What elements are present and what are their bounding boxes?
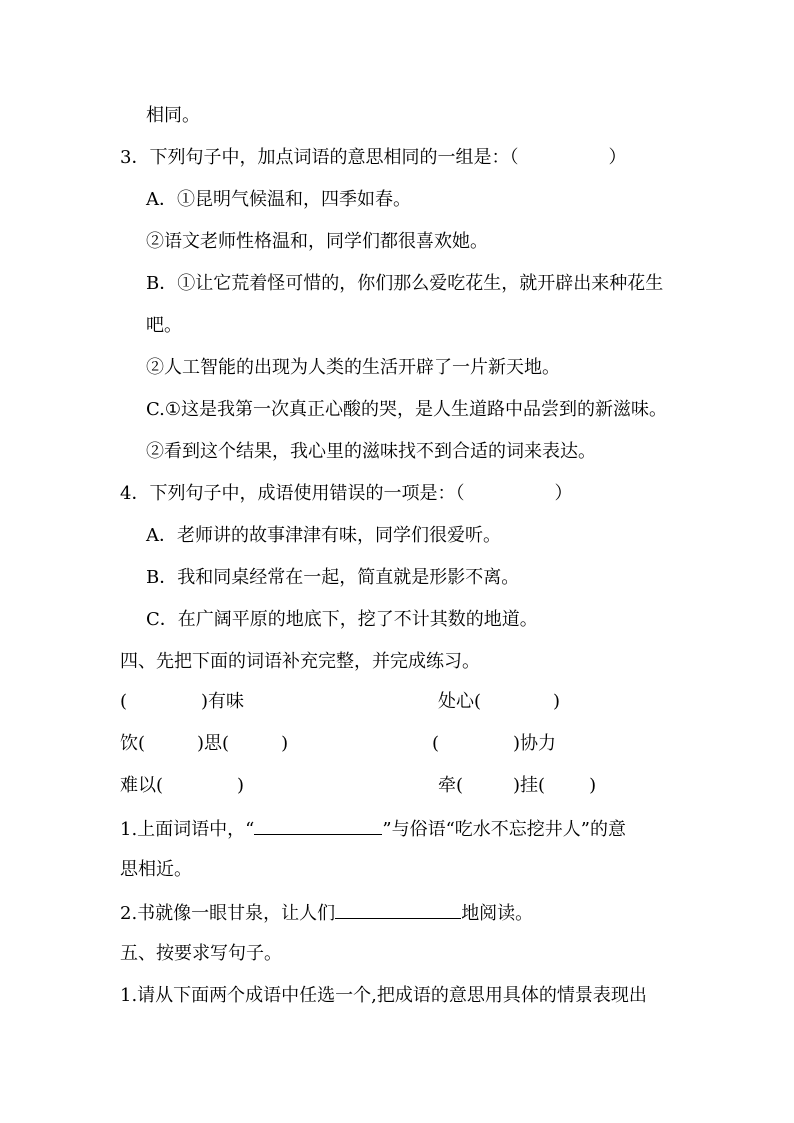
question-3-option-c-2: ②看到这个结果，我心里的滋味找不到合适的词来表达。 <box>146 441 596 462</box>
idiom-5 <box>120 774 244 798</box>
idiom-3 <box>120 732 288 756</box>
section-4-title: 四、先把下面的词语补充完整，并完成练习。 <box>120 651 480 672</box>
question-3-option-a-2: ②语文老师性格温和，同学们都很喜欢她。 <box>146 231 488 252</box>
idiom-5-pre: 难以( <box>120 775 164 796</box>
exercise-1-post: ”与俗语“吃水不忘挖井人”的意 <box>382 819 626 840</box>
idiom-6 <box>438 774 596 798</box>
exercise-2-post: 地阅读。 <box>461 903 534 924</box>
idiom-4-open: ( <box>432 733 440 754</box>
idiom-6-pre: 牵( <box>438 775 464 796</box>
question-4-option-a: A．老师讲的故事津津有味，同学们很爱听。 <box>146 525 501 546</box>
question-3-option-b-2: ②人工智能的出现为人类的生活开辟了一片新天地。 <box>146 357 560 378</box>
idiom-3-pre: 饮( <box>120 733 146 754</box>
section-5-title: 五、按要求写句子。 <box>120 943 282 964</box>
section-5-question-1: 1.请从下面两个成语中任选一个,把成语的意思用具体的情景表现出 <box>120 985 647 1006</box>
exercise-1-cont: 思相近。 <box>120 859 192 880</box>
idiom-6-close: ) <box>589 775 597 796</box>
text-line-continuation: 相同。 <box>146 105 200 126</box>
question-4: 4．下列句子中，成语使用错误的一项是：（ ） <box>120 483 573 504</box>
idiom-5-close: ) <box>237 775 245 796</box>
question-3: 3．下列句子中，加点词语的意思相同的一组是：（ ） <box>120 147 627 168</box>
exercise-1 <box>120 816 626 842</box>
idiom-1-close: )有味 <box>201 691 245 712</box>
question-3-option-c-1: C.①这是我第一次真正心酸的哭，是人生道路中品尝到的新滋味。 <box>146 399 667 420</box>
idiom-2-close: ) <box>553 691 561 712</box>
question-3-option-a-1: A．①昆明气候温和，四季如春。 <box>146 189 411 210</box>
question-4-option-b: B．我和同桌经常在一起，简直就是形影不离。 <box>146 567 520 588</box>
exercise-1-answer-blank[interactable] <box>254 816 382 835</box>
idiom-2-pre: 处心( <box>438 691 482 712</box>
exercise-2 <box>120 900 533 926</box>
idiom-1 <box>120 690 244 714</box>
idiom-4-close: )协力 <box>513 733 557 754</box>
question-4-option-c: C．在广阔平原的地底下，挖了不计其数的地道。 <box>146 609 538 630</box>
idiom-4 <box>432 732 556 756</box>
idiom-2 <box>438 690 560 714</box>
question-3-option-b-1: B．①让它荒着怪可惜的，你们那么爱吃花生，就开辟出来种花生 <box>146 273 664 294</box>
idiom-6-mid: )挂( <box>513 775 546 796</box>
exercise-2-pre: 2.书就像一眼甘泉，让人们 <box>120 903 336 924</box>
idiom-3-close: ) <box>281 733 289 754</box>
exercise-2-answer-blank[interactable] <box>335 900 461 919</box>
idiom-1-open: ( <box>120 691 128 712</box>
exercise-1-pre: 1.上面词语中，“ <box>120 819 255 840</box>
idiom-3-mid: )思( <box>197 733 230 754</box>
question-3-option-b-1-cont: 吧。 <box>146 315 182 336</box>
